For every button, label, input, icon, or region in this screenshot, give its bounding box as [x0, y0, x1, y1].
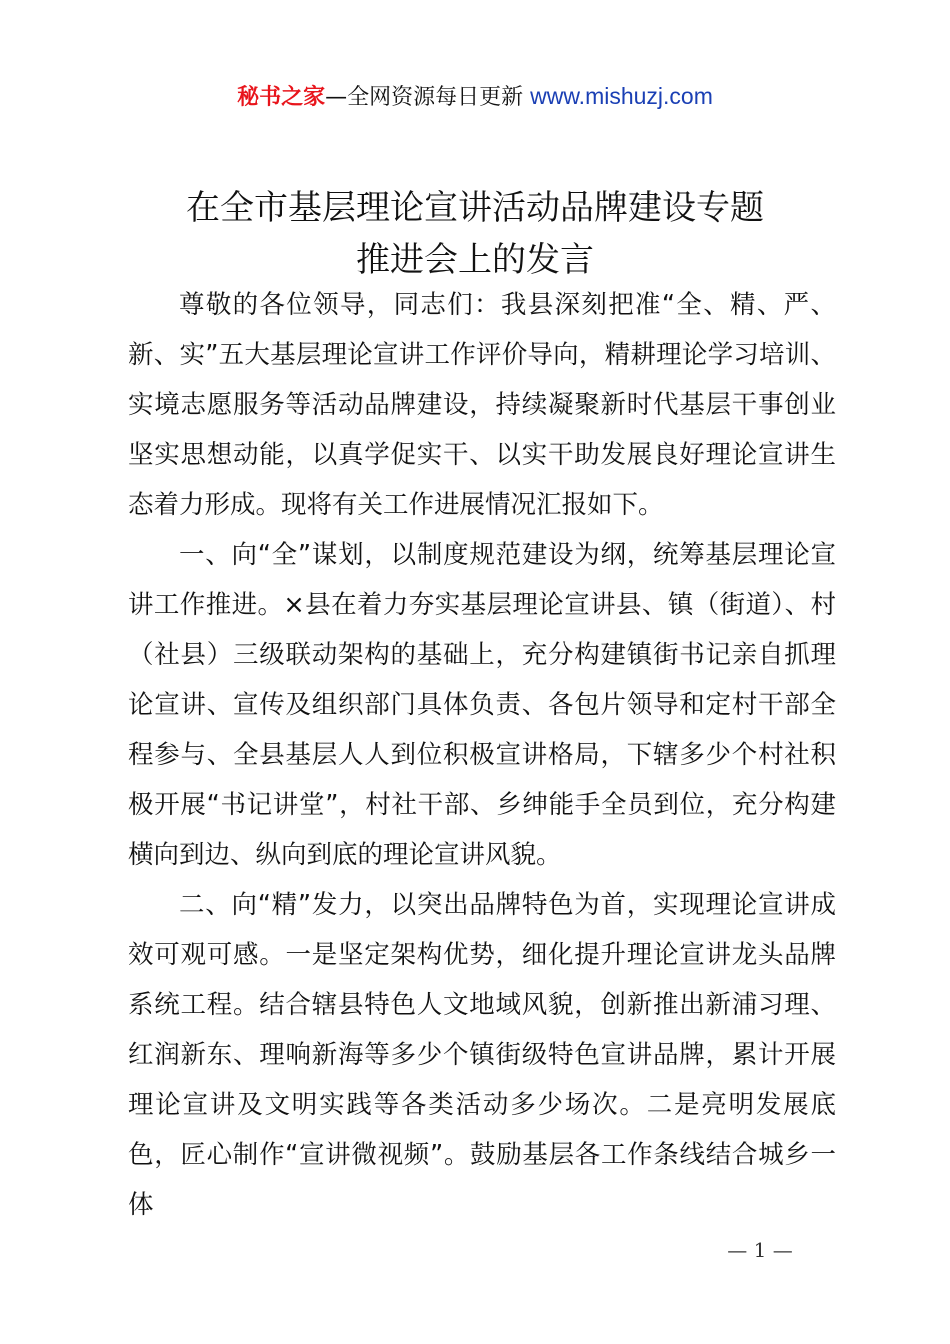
site-url[interactable]: www.mishuzj.com — [530, 83, 713, 109]
title-line-2: 推进会上的发言 — [356, 240, 594, 280]
page-number: — 1 — — [727, 1238, 793, 1262]
site-header — [0, 80, 950, 114]
document-title — [0, 182, 950, 286]
paragraph-section-1: 一、向“全”谋划，以制度规范建设为纲，统筹基层理论宣讲工作推进。×县在着力夯实基层理论宣讲县、镇（街道）、村（社县）三级联动架构的基础上，充分构建镇街书记亲自抓理论宣讲、宣传及组织部门具体负责、各包片领导和定村干部全程参与、全县基层人人到位积极宣讲格局，下辖多少个村社积极开展“书记讲堂”，村社干部、乡绅能手全员到位，充分构建横向到边、纵向到底的理论宣讲风貌。 — [128, 540, 836, 870]
paragraph-section-2: 二、向“精”发力，以突出品牌特色为首，实现理论宣讲成效可观可感。一是坚定架构优势，细化提升理论宣讲龙头品牌系统工程。结合辖县特色人文地域风貌，创新推出新浦习理、红润新东、理响新海等多少个镇街级特色宣讲品牌，累计开展理论宣讲及文明实践等各类活动多少场次。二是亮明发展底色，匠心制作“宣讲微视频”。鼓励基层各工作条线结合城乡一体 — [128, 890, 836, 1220]
document-body — [128, 280, 836, 1230]
title-line-1: 在全市基层理论宣讲活动品牌建设专题 — [186, 188, 764, 228]
header-slogan: —全网资源每日更新 — [325, 85, 531, 110]
paragraph-opening: 尊敬的各位领导，同志们：我县深刻把准“全、精、严、新、实”五大基层理论宣讲工作评价导向，精耕理论学习培训、实境志愿服务等活动品牌建设，持续凝聚新时代基层干事创业坚实思想动能，以真学促实干、以实干助发展良好理论宣讲生态着力形成。现将有关工作进展情况汇报如下。 — [128, 290, 836, 520]
brand-name: 秘书之家 — [237, 85, 326, 110]
